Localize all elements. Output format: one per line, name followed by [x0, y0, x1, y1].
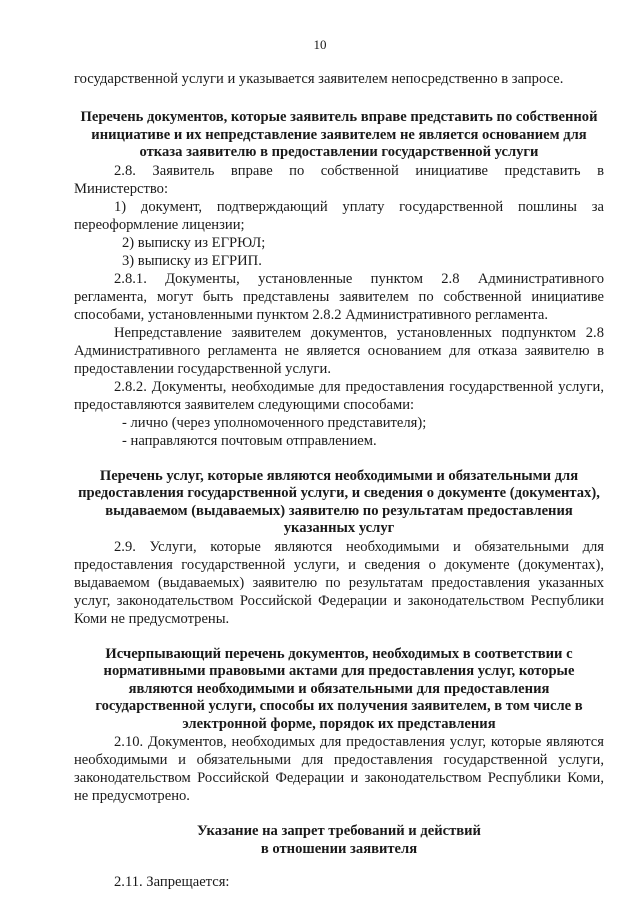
page-content: [74, 70, 604, 891]
paragraph-2-8: 2.8. Заявитель вправе по собственной инициативе представить в Министерство:: [74, 162, 604, 197]
section-heading-exhaustive-list: Исчерпывающий перечень документов, необходимых в соответствии с нормативными правовыми актами для предоставления услуг, которые являются необходимыми и обязательными для предоставления государственной услуги, способы их получения заявителем, в том числе в электронной форме, порядок их представления: [95, 645, 583, 732]
dash-item-in-person: - лично (через уполномоченного представителя);: [122, 414, 427, 431]
list-item-2: 2) выписку из ЕГРЮЛ;: [122, 234, 266, 251]
paragraph-2-10: 2.10. Документов, необходимых для предоставления услуг, которые являются необходимыми и обязательными для предоставления государственной услуги, законодательством Российской Федерации и законодательством Республики Коми, не предусмотрено.: [74, 734, 604, 804]
paragraph-non-submission: Непредставление заявителем документов, установленных подпунктом 2.8 Административного регламента не является основанием для отказа заявителю в предоставлении государственной услуги.: [74, 324, 604, 377]
section-heading-required-services: Перечень услуг, которые являются необходимыми и обязательными для предоставления государственной услуги, и сведения о документе (документах), выдаваемом (выдаваемых) заявителю по результатам предоставления указанных услуг: [78, 467, 600, 536]
paragraph-2-8-1: 2.8.1. Документы, установленные пунктом 2.8 Административного регламента, могут быть представлены заявителем по собственной инициативе способами, установленными пунктом 2.8.2 Административного регламента.: [74, 270, 604, 323]
list-item-1: 1) документ, подтверждающий уплату государственной пошлины за переоформление лицензии;: [74, 198, 604, 233]
section-heading-prohibitions-line-2: в отношении заявителя: [260, 840, 418, 857]
paragraph-2-11: 2.11. Запрещается:: [114, 874, 230, 890]
continuation-line: государственной услуги и указывается заявителем непосредственно в запросе.: [74, 71, 564, 87]
page-number: 10: [313, 37, 327, 52]
list-item-3: 3) выписку из ЕГРИП.: [122, 252, 262, 269]
dash-item-by-mail: - направляются почтовым отправлением.: [122, 432, 377, 449]
paragraph-2-8-2: 2.8.2. Документы, необходимые для предоставления государственной услуги, предоставляются заявителем следующими способами:: [74, 378, 604, 413]
paragraph-2-9: 2.9. Услуги, которые являются необходимыми и обязательными для предоставления государственной услуги, и сведения о документе (документах), выдаваемом (выдаваемых) заявителю по результатам предоставления указанных услуг, законодательством Российской Федерации и законодательством Республики Коми не предусмотрены.: [74, 538, 604, 627]
section-heading-prohibitions-line-1: Указание на запрет требований и действий: [197, 823, 481, 839]
section-heading-optional-documents: Перечень документов, которые заявитель вправе представить по собственной инициативе и их непредставление заявителем не является основанием для отказа заявителю в предоставлении государственной услуги: [80, 109, 598, 160]
